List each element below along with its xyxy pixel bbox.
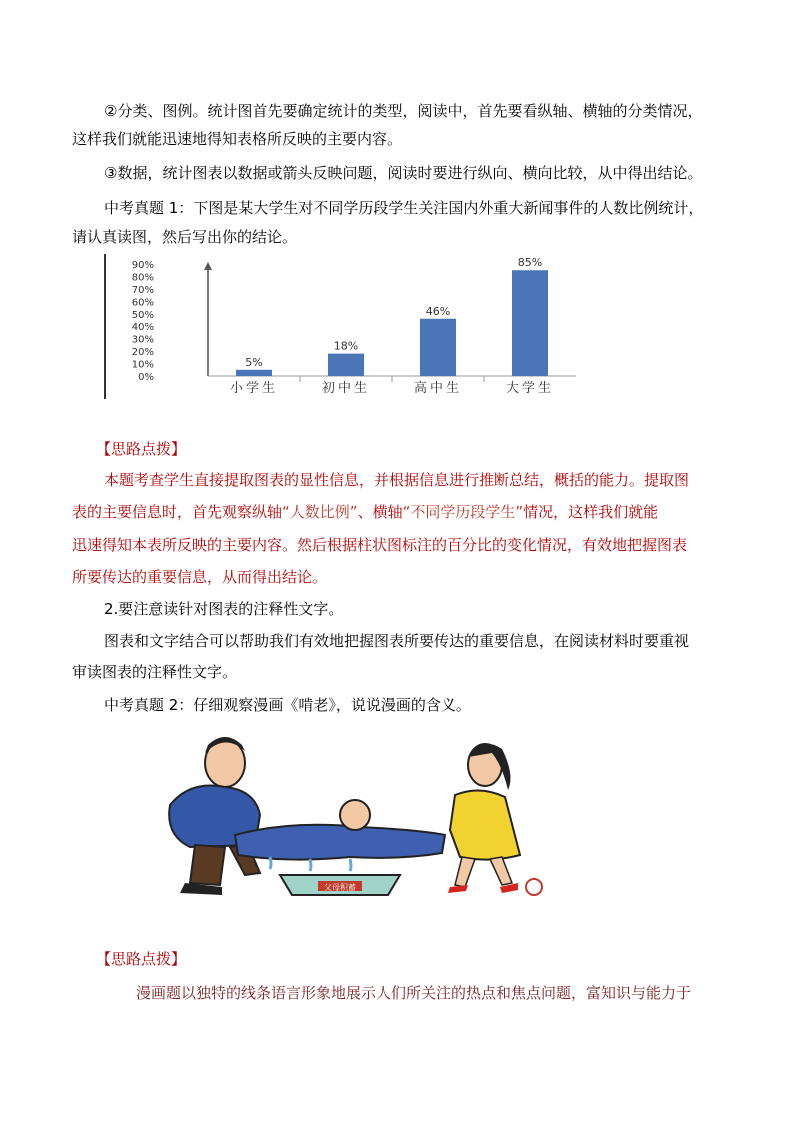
data-label: 46% [425, 304, 451, 318]
x-tick-label: 初中生 [321, 381, 371, 396]
para-line-3 [72, 160, 724, 187]
woman-figure [448, 744, 520, 893]
tip1-text-b-mid: 、横轴 [357, 503, 403, 521]
section-2-title [72, 596, 724, 623]
cartoon-svg [130, 735, 550, 905]
section-2-line-1 [72, 628, 724, 655]
tip-heading-2: 【思路点拨】 [96, 950, 187, 968]
y-tick-label: 70% [131, 284, 154, 296]
bowl-label: 父母积蓄 [324, 883, 356, 892]
data-label: 85% [517, 256, 543, 270]
tip1-line-2 [72, 499, 724, 526]
bar-chart-svg [106, 254, 606, 399]
question-1 [72, 195, 724, 222]
tip2-line-1 [72, 980, 724, 1007]
tip1-line-3: 迅速得知本表所反映的主要内容。然后根据柱状图标注的百分比的变化情况，有效地把握图表 [72, 536, 688, 554]
question-1-cont: 请认真读图，然后写出你的结论。 [72, 228, 298, 246]
x-tick-label: 高中生 [413, 381, 463, 396]
tip-heading-1: 【思路点拨】 [96, 440, 187, 458]
tip1-text-b-post: 情况，这样我们就能 [523, 503, 659, 521]
section-2-line-2: 审读图表的注释性文字。 [72, 663, 238, 681]
para-line-1 [72, 98, 724, 125]
old-man-figure [235, 800, 445, 871]
savings-bowl [280, 875, 400, 895]
data-label: 18% [333, 339, 359, 353]
x-tick-label: 大学生 [505, 381, 555, 396]
man-figure [169, 737, 260, 895]
bar [420, 319, 456, 376]
tip1-line-1 [72, 467, 724, 494]
y-tick-label: 80% [131, 272, 154, 284]
bar [512, 270, 548, 376]
tip1-line-4: 所要传达的重要信息，从而得出结论。 [72, 568, 328, 586]
tip1-quote-2: “不同学历段学生” [402, 503, 524, 521]
sec2-title-text: 2.要注意读针对图表的注释性文字。 [104, 600, 344, 618]
bar [328, 354, 364, 376]
y-tick-label: 40% [131, 322, 154, 334]
y-axis-arrow-icon [204, 262, 212, 270]
artist-seal-icon [525, 878, 543, 896]
y-tick-label: 20% [131, 347, 154, 359]
data-label: 5% [245, 355, 263, 369]
tip1-text-b-pre: 表的主要信息时，首先观察纵轴 [72, 503, 283, 521]
text-l1: ②分类、图例。统计图首先要确定统计的类型，阅读中，首先要看纵轴、横轴的分类情况， [104, 102, 703, 120]
q2-text: 中考真题 2：仔细观察漫画《啃老》，说说漫画的含义。 [104, 696, 471, 714]
y-tick-label: 10% [131, 359, 154, 371]
tip1-quote-1: “人数比例” [282, 503, 358, 521]
y-tick-label: 50% [131, 309, 154, 321]
text-l3: ③数据，统计图表以数据或箭头反映问题，阅读时要进行纵向、横向比较，从中得出结论。 [104, 164, 703, 182]
cartoon-illustration [130, 735, 550, 905]
x-tick-label: 小学生 [229, 381, 279, 396]
y-tick-label: 60% [131, 297, 154, 309]
bar-chart [104, 254, 606, 399]
y-tick-label: 0% [138, 372, 154, 383]
tip2-text-1: 漫画题以独特的线条语言形象地展示人们所关注的热点和焦点问题，富知识与能力于 [136, 984, 692, 1002]
y-tick-label: 30% [131, 334, 154, 346]
para-line-2: 这样我们就能迅速地得知表格所反映的主要内容。 [72, 130, 403, 148]
question-2 [72, 692, 724, 719]
text-l4: 中考真题 1：下图是某大学生对不同学历段学生关注国内外重大新闻事件的人数比例统计， [104, 199, 704, 217]
y-tick-label: 90% [131, 260, 154, 271]
sec2-text-1: 图表和文字结合可以帮助我们有效地把握图表所要传达的重要信息，在阅读材料时要重视 [104, 632, 690, 650]
bar [236, 370, 272, 376]
tip1-text-a: 本题考查学生直接提取图表的显性信息，并根据信息进行推断总结，概括的能力。提取图 [104, 471, 690, 489]
